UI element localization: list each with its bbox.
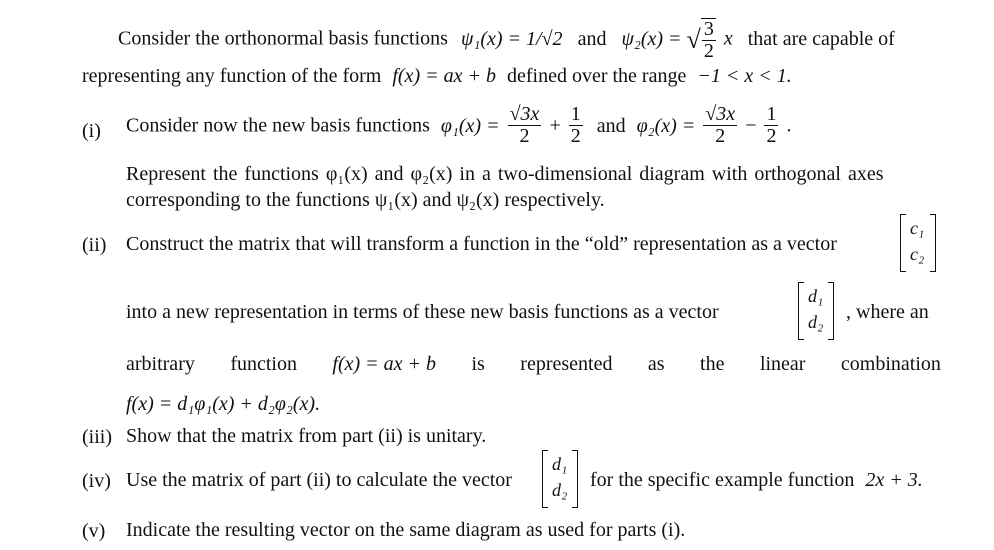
part-v-text: Indicate the resulting vector on the same diagram as used for parts (i).	[126, 519, 686, 541]
phi2-frac-a-den: 2	[715, 125, 726, 147]
phi2-frac-b-num: 1	[766, 103, 777, 125]
minus-sign: −	[745, 114, 757, 137]
part-iv-text-a: Use the matrix of part (ii) to calculate the vector	[126, 469, 512, 491]
and-word: and	[577, 27, 607, 50]
bracket-left	[900, 214, 906, 272]
range-expression: −1 < x < 1.	[697, 65, 792, 87]
part-i-text-a: Consider now the new basis functions	[126, 114, 430, 137]
part-i-line-2: Represent the functions φ₁(x) and φ₂(x) in a two-dimensional diagram with orthogonal axes	[126, 163, 884, 185]
part-ii-text-c: , where an	[846, 301, 929, 323]
vector-c1: c₁	[910, 218, 925, 238]
word-form: f(x) = ax + b	[332, 353, 437, 375]
part-ii-line-2: into a new representation in terms of these new basis functions as a vector	[126, 301, 719, 323]
part-iv-text-b	[590, 470, 923, 490]
phi1-frac-a-den: 2	[519, 125, 530, 147]
psi2-frac-num: 3	[703, 18, 714, 40]
phi1-frac-b-num: 1	[570, 103, 581, 125]
phi1-frac-b-den: 2	[570, 125, 581, 147]
bracket-right	[828, 282, 834, 340]
word-arbitrary: arbitrary	[126, 353, 195, 375]
function-form: f(x) = ax + b	[392, 65, 496, 87]
plus-sign: +	[549, 114, 561, 137]
psi2-tail: x	[723, 27, 733, 50]
intro-line-1	[118, 18, 895, 62]
bracket-right	[930, 214, 936, 272]
vector-c	[898, 214, 938, 272]
part-v-label: (v)	[82, 520, 106, 542]
phi1-frac-b	[569, 104, 583, 147]
phi1-lhs: φ₁(x) =	[440, 114, 500, 137]
phi2-frac-a-num: √3x	[705, 103, 736, 125]
intro-text-c: representing any function of the form	[82, 65, 382, 87]
vector-d1: d₁	[808, 286, 824, 306]
and-word: and	[596, 114, 626, 137]
word-as: as	[647, 353, 665, 375]
phi1-frac-a-num: √3x	[509, 103, 540, 125]
part-iii-label: (iii)	[82, 426, 112, 448]
bracket-right	[572, 450, 578, 508]
period: .	[786, 114, 792, 137]
vector-d1: d₁	[552, 454, 568, 474]
example-function: 2x + 3.	[865, 469, 923, 491]
vector-d2: d₂	[808, 312, 824, 332]
intro-text-d: defined over the range	[506, 65, 687, 87]
phi2-frac-b	[764, 104, 778, 147]
vector-d	[796, 282, 836, 340]
part-ii-line-1: Construct the matrix that will transform a function in the “old” representation as a vector	[126, 233, 837, 255]
vector-d2: d₂	[552, 480, 568, 500]
phi2-frac-a	[703, 104, 737, 147]
phi2-lhs: φ₂(x) =	[636, 114, 696, 137]
word-represented: represented	[520, 353, 613, 375]
phi1-frac-a	[508, 104, 542, 147]
part-ii-label: (ii)	[82, 234, 107, 256]
word-is: is	[471, 353, 485, 375]
part-iii-text: Show that the matrix from part (ii) is unitary.	[126, 425, 487, 447]
psi2-fraction	[701, 18, 716, 62]
part-ii-line-3	[126, 354, 941, 374]
psi2-lhs: ψ₂(x) =	[621, 27, 682, 50]
vector-c2: c₂	[910, 244, 925, 264]
part-i-line-3: corresponding to the functions ψ₁(x) and ψ₂(x) respectively.	[126, 189, 605, 211]
intro-text-a: Consider the orthonormal basis functions	[118, 27, 448, 50]
part-iv-label: (iv)	[82, 470, 111, 492]
phi2-frac-b-den: 2	[766, 125, 777, 147]
part-i-line-1	[126, 104, 791, 147]
word-the: the	[700, 353, 725, 375]
linear-combination: f(x) = d₁φ₁(x) + d₂φ₂(x).	[126, 393, 321, 415]
word-combination: combination	[840, 353, 941, 375]
sqrt-icon: √	[686, 25, 701, 54]
psi1-definition: ψ₁(x) = 1/√2	[460, 27, 563, 50]
word-function: function	[230, 353, 297, 375]
psi2-frac-den: 2	[703, 40, 714, 62]
bracket-left	[798, 282, 804, 340]
part-iv-text-b-words: for the specific example function	[590, 469, 855, 491]
word-linear: linear	[759, 353, 806, 375]
intro-text-b: that are capable of	[747, 27, 895, 50]
vector-d-example	[540, 450, 580, 508]
bracket-left	[542, 450, 548, 508]
part-i-label: (i)	[82, 120, 101, 142]
intro-line-2	[82, 66, 792, 86]
